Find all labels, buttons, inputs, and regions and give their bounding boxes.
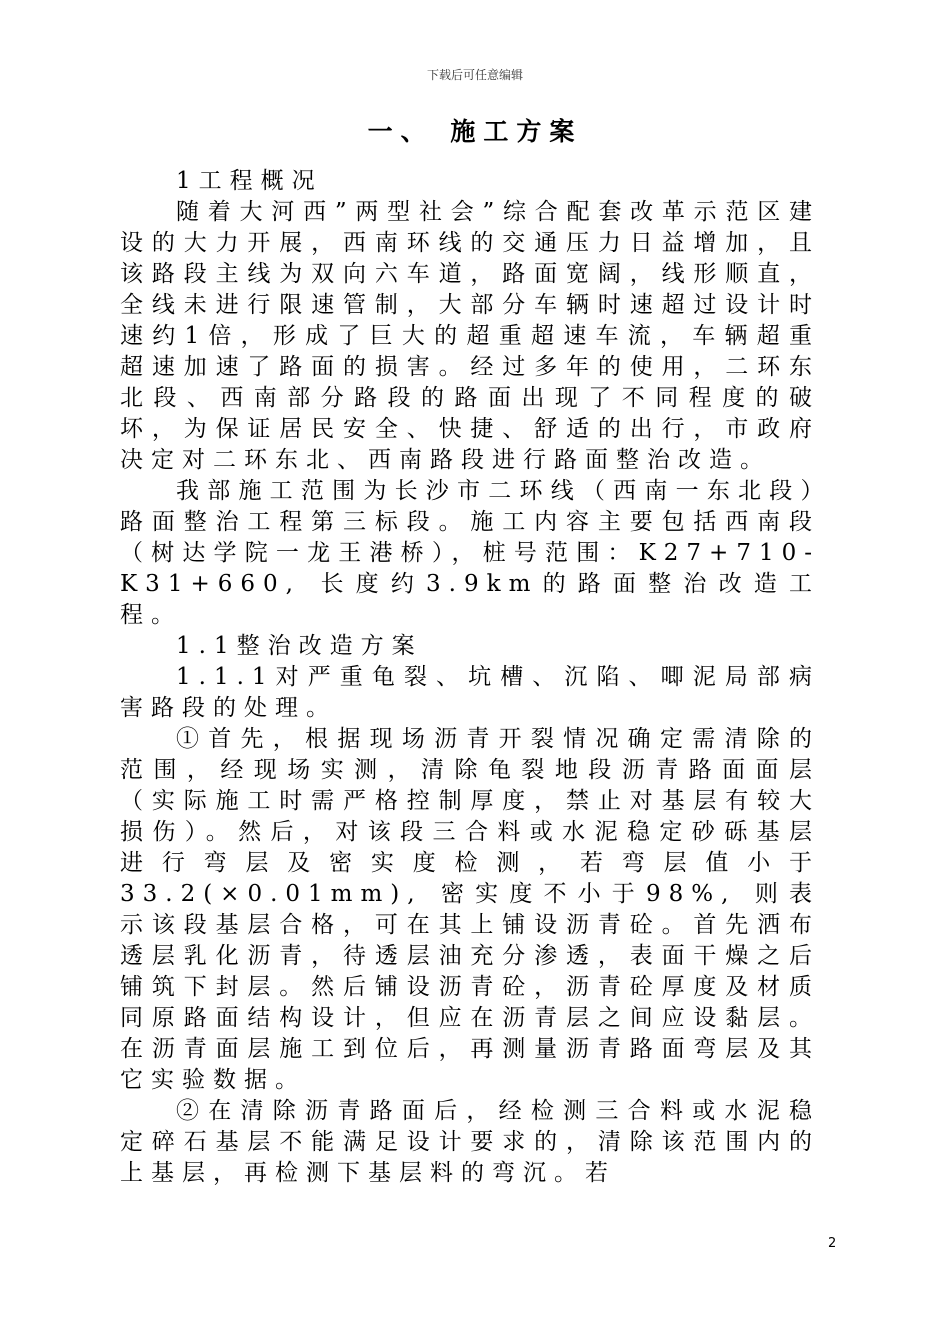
section-heading-overview: 1工程概况 xyxy=(176,168,323,194)
paragraph-step-1: ①首先，根据现场沥青开裂情况确定需清除的范围，经现场实测，清除龟裂地段沥青路面面层（实际施工时需严格控制厚度，禁止对基层有较大损伤）。然后，对该段三合料或水泥稳定砂砾基层进行弯层及密实度检测，若弯层值小于33.2(×0.01mm), 密实度不小于98%, 则表示该段基层合格，可在其上铺设沥青砼。首先洒布透层乳化沥青，待透层油充分渗透，表面干燥之后铺筑下封层。然后铺设沥青砼，沥青砼厚度及材质同原路面结构设计，但应在沥青层之间应设黏层。在沥青面层施工到位后，再测量沥青路面弯层及其它实验数据。 xyxy=(120,726,820,1093)
paragraph-step-2: ②在清除沥青路面后，经检测三合料或水泥稳定碎石基层不能满足设计要求的，清除该范围内的上基层，再检测下基层料的弯沉。若 xyxy=(120,1098,820,1186)
document-body xyxy=(120,166,820,1189)
page-title: 一、 施工方案 xyxy=(367,117,583,146)
section-heading-treatment: 1.1.1对严重龟裂、坑槽、沉陷、唧泥局部病害路段的处理。 xyxy=(120,664,820,721)
page-header-note: 下载后可任意编辑 xyxy=(426,68,523,82)
paragraph-background: 随着大河西”两型社会”综合配套改革示范区建设的大力开展，西南环线的交通压力日益增加，且该路段主线为双向六车道，路面宽阔，线形顺直，全线未进行限速管制，大部分车辆时速超过设计时速约1倍，形成了巨大的超重超速车流，车辆超重超速加速了路面的损害。经过多年的使用，二环东北段、西南部分路段的路面出现了不同程度的破坏，为保证居民安全、快捷、舒适的出行，市政府决定对二环东北、西南路段进行路面整治改造。 xyxy=(120,199,820,473)
section-heading-plan: 1.1整治改造方案 xyxy=(176,633,423,659)
page-number: 2 xyxy=(828,1236,837,1251)
paragraph-scope: 我部施工范围为长沙市二环线（西南一东北段）路面整治工程第三标段。施工内容主要包括西南段（树达学院一龙王港桥），桩号范围：K27+710-K31+660, 长度约3.9km的路面整治改造工程。 xyxy=(120,478,820,628)
